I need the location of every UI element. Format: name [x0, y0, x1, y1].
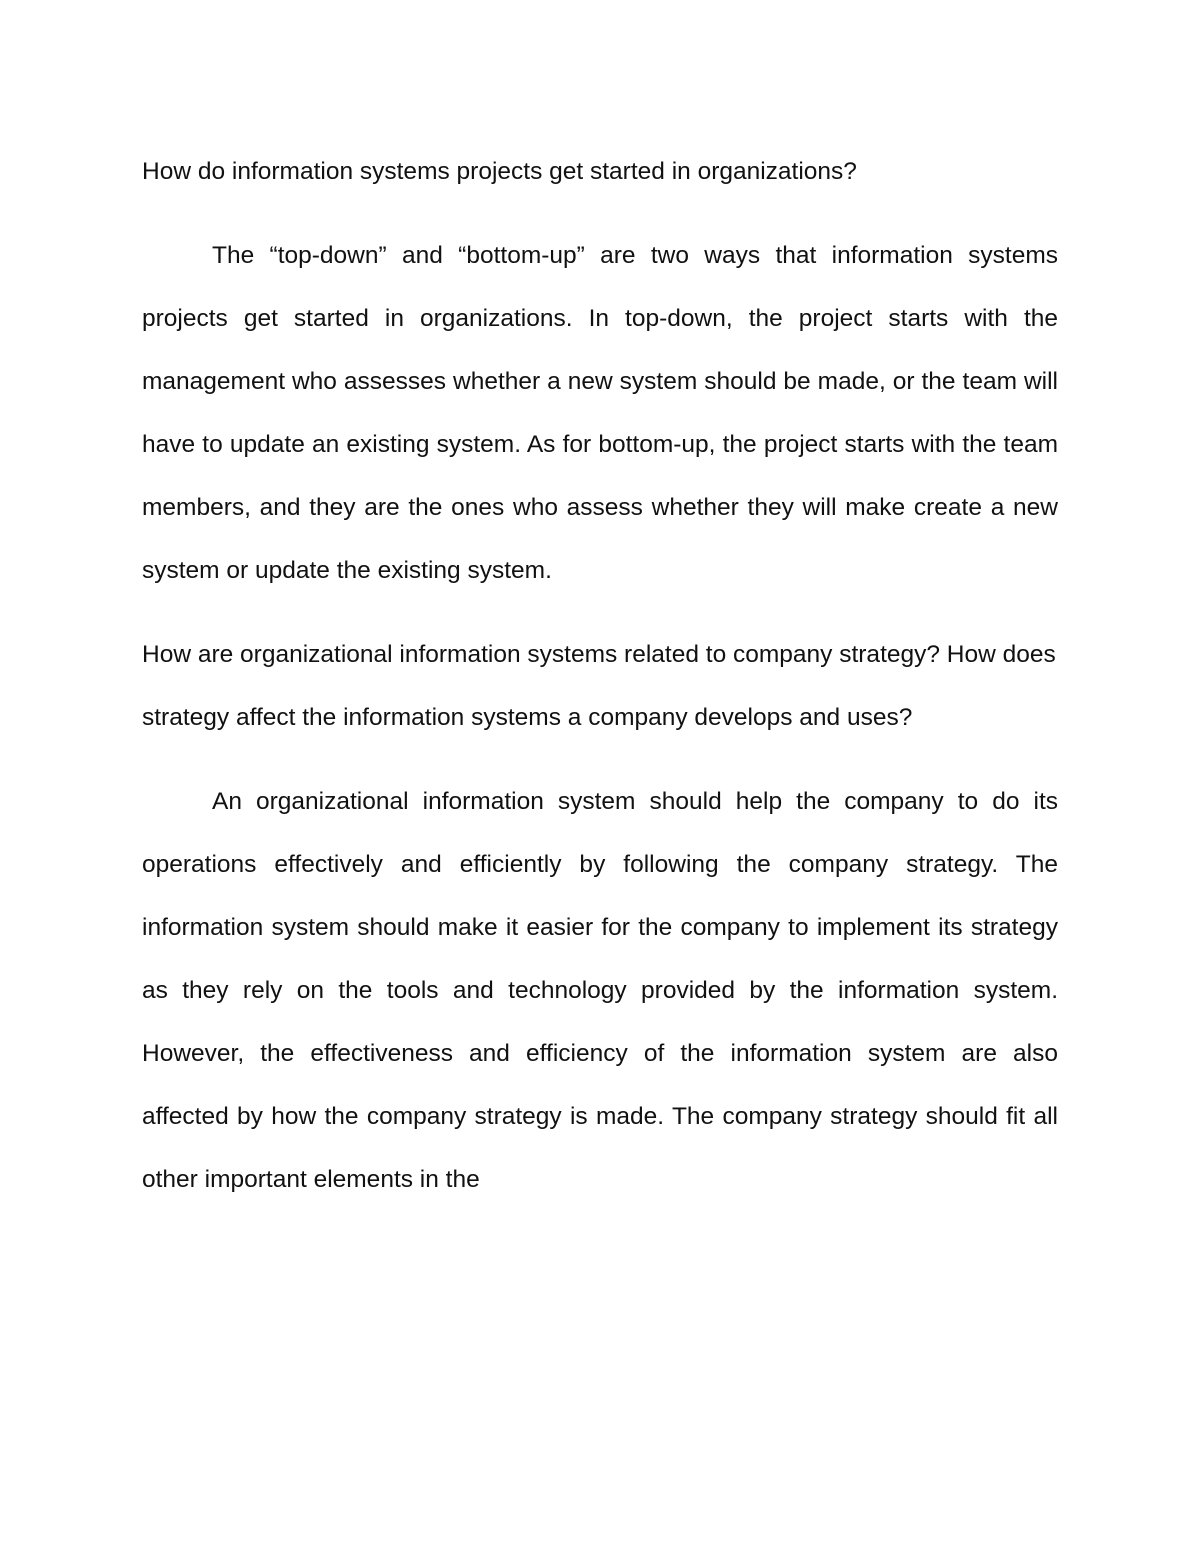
question-2: How are organizational information systems related to company strategy? How does strategy affect the information systems a company develops and uses?	[142, 641, 1056, 731]
answer-1-paragraph: The “top-down” and “bottom-up” are two ways that information systems projects get started in organizations. In top-down, the project starts with the management who assesses whether a new system should be made, or the team will have to update an existing system. As for bottom-up, the project starts with the team members, and they are the ones who assess whether they will make create a new system or update the existing system.	[142, 242, 1058, 584]
question-1: How do information systems projects get started in organizations?	[142, 158, 857, 185]
answer-2-paragraph: An organizational information system should help the company to do its operations effectively and efficiently by following the company strategy. The information system should make it easier for the company to implement its strategy as they rely on the tools and technology provided by the information system. However, the effectiveness and efficiency of the information system are also affected by how the company strategy is made. The company strategy should fit all other important elements in the	[142, 788, 1058, 1193]
document-body	[142, 140, 1058, 1232]
